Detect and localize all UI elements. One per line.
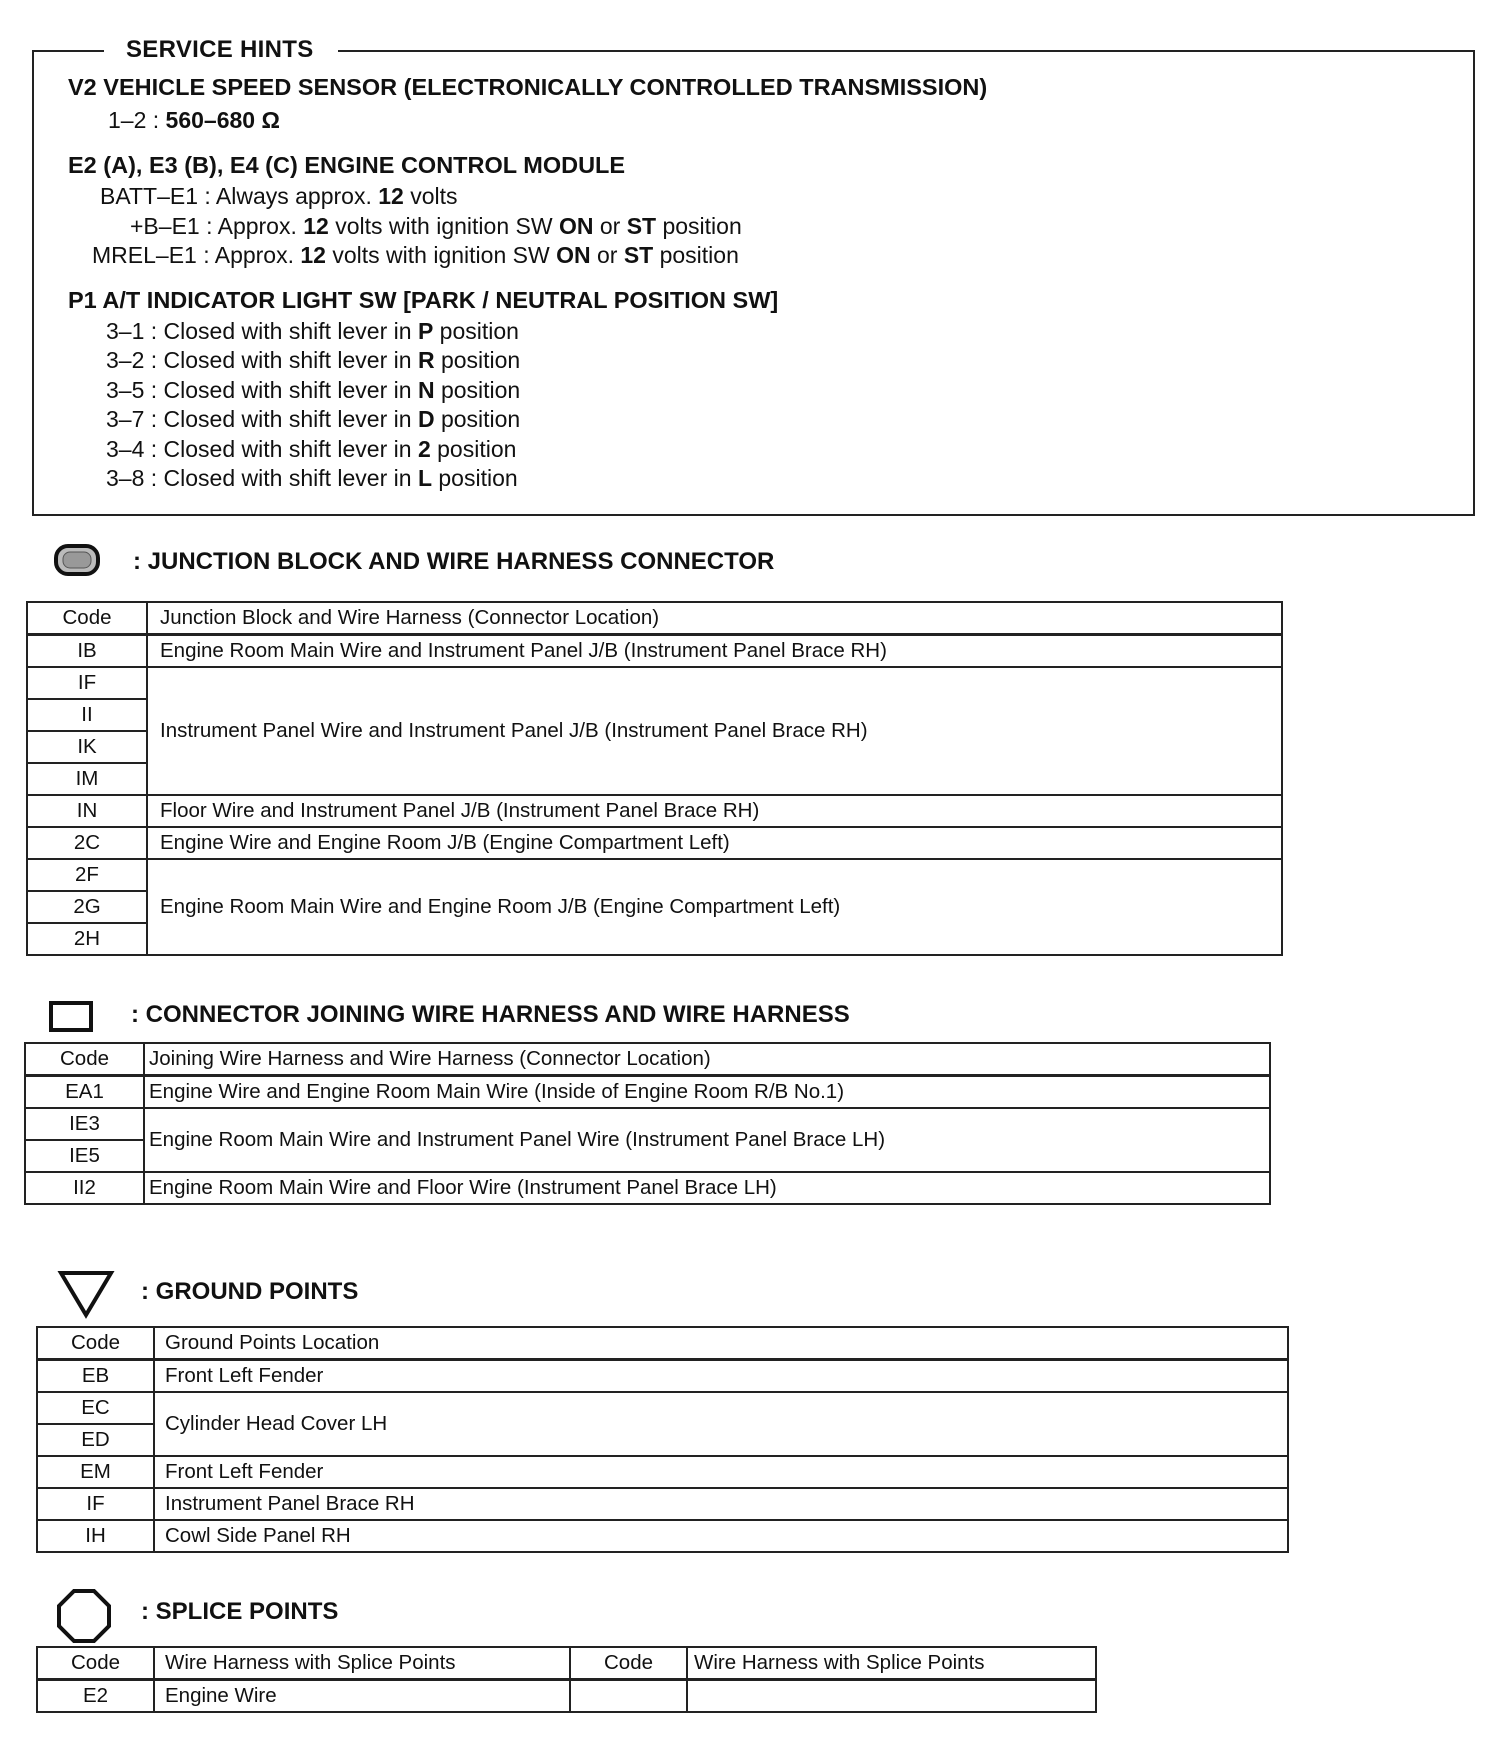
p1-spec-row: 3–1 : Closed with shift lever in P position (106, 318, 519, 344)
service-hints-title: SERVICE HINTS (104, 36, 338, 64)
table-row: IB Engine Room Main Wire and Instrument Panel J/B (Instrument Panel Brace RH) (27, 635, 1282, 668)
table-row: E2 Engine Wire (37, 1680, 1096, 1713)
ground-table (36, 1326, 1289, 1553)
junction-section-title: : JUNCTION BLOCK AND WIRE HARNESS CONNECTOR (133, 548, 775, 575)
v2-spec: 1–2 : 560–680 Ω (108, 107, 280, 133)
p1-spec-row: 3–4 : Closed with shift lever in 2 position (106, 436, 517, 462)
desc-header: Wire Harness with Splice Points (154, 1647, 570, 1680)
ecm-mrel-spec: MREL–E1 : Approx. 12 volts with ignition SW ON or ST position (92, 242, 739, 268)
desc-header-2: Wire Harness with Splice Points (687, 1647, 1096, 1680)
p1-heading: P1 A/T INDICATOR LIGHT SW [PARK / NEUTRAL POSITION SW] (68, 287, 779, 313)
table-row: EM Front Left Fender (37, 1456, 1288, 1488)
ecm-heading: E2 (A), E3 (B), E4 (C) ENGINE CONTROL MODULE (68, 152, 626, 178)
connector-icon (48, 1000, 96, 1034)
table-row: IK (27, 731, 1282, 763)
desc-header: Junction Block and Wire Harness (Connector Location) (147, 602, 1282, 635)
table-row: ED (37, 1424, 1288, 1456)
table-row: IE5 (25, 1140, 1270, 1172)
table-row: EC Cylinder Head Cover LH (37, 1392, 1288, 1424)
connector-section-title: : CONNECTOR JOINING WIRE HARNESS AND WIRE HARNESS (131, 1001, 850, 1028)
splice-section-title: : SPLICE POINTS (141, 1598, 339, 1625)
table-row: II2 Engine Room Main Wire and Floor Wire (Instrument Panel Brace LH) (25, 1172, 1270, 1204)
p1-spec-row: 3–8 : Closed with shift lever in L position (106, 465, 518, 491)
splice-point-icon (56, 1588, 112, 1644)
ecm-batt-spec: BATT–E1 : Always approx. 12 volts (100, 183, 458, 209)
table-row: EA1 Engine Wire and Engine Room Main Wire (Inside of Engine Room R/B No.1) (25, 1076, 1270, 1109)
code-header: Code (27, 602, 147, 635)
junction-block-icon (52, 540, 104, 580)
table-row: IF Instrument Panel Brace RH (37, 1488, 1288, 1520)
connector-table (24, 1042, 1271, 1205)
table-row: IH Cowl Side Panel RH (37, 1520, 1288, 1552)
p1-spec-row: 3–5 : Closed with shift lever in N position (106, 377, 521, 403)
service-hints-box (32, 36, 1475, 516)
ground-point-icon (56, 1268, 116, 1320)
table-row: IM (27, 763, 1282, 795)
table-row: IF Instrument Panel Wire and Instrument Panel J/B (Instrument Panel Brace RH) (27, 667, 1282, 699)
table-row: 2C Engine Wire and Engine Room J/B (Engine Compartment Left) (27, 827, 1282, 859)
table-row: 2G (27, 891, 1282, 923)
ecm-b-spec: +B–E1 : Approx. 12 volts with ignition SW ON or ST position (130, 213, 742, 239)
desc-header: Ground Points Location (154, 1327, 1288, 1360)
p1-spec-row: 3–7 : Closed with shift lever in D position (106, 406, 521, 432)
p1-spec-row: 3–2 : Closed with shift lever in R position (106, 347, 521, 373)
ground-section-title: : GROUND POINTS (141, 1278, 359, 1305)
junction-table (26, 601, 1283, 956)
table-row: 2F Engine Room Main Wire and Engine Room J/B (Engine Compartment Left) (27, 859, 1282, 891)
v2-heading: V2 VEHICLE SPEED SENSOR (ELECTRONICALLY CONTROLLED TRANSMISSION) (68, 74, 988, 100)
code-header: Code (25, 1043, 144, 1076)
code-header-2: Code (570, 1647, 687, 1680)
table-row: IN Floor Wire and Instrument Panel J/B (Instrument Panel Brace RH) (27, 795, 1282, 827)
table-row: IE3 Engine Room Main Wire and Instrument Panel Wire (Instrument Panel Brace LH) (25, 1108, 1270, 1140)
table-row: 2H (27, 923, 1282, 955)
code-header: Code (37, 1327, 154, 1360)
table-row: II (27, 699, 1282, 731)
desc-header: Joining Wire Harness and Wire Harness (Connector Location) (144, 1043, 1270, 1076)
table-row: EB Front Left Fender (37, 1360, 1288, 1393)
code-header: Code (37, 1647, 154, 1680)
splice-table (36, 1646, 1097, 1713)
